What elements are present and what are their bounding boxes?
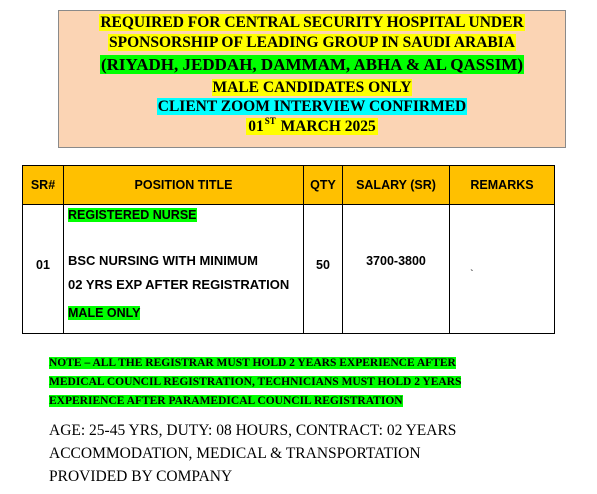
- position-note: MALE ONLY: [68, 306, 141, 320]
- registration-note: NOTE – ALL THE REGISTRAR MUST HOLD 2 YEARS EXPERIENCE AFTER MEDICAL COUNCIL REGISTRATION, TECHNICIANS MUST HOLD 2 YEARS EXPERIENCE AFTER PARAMEDICAL COUNCIL REGISTRATION: [49, 357, 462, 407]
- table-header-row: [23, 166, 555, 205]
- cell-position: [64, 205, 304, 334]
- terms-line-3: PROVIDED BY COMPANY: [49, 468, 233, 485]
- col-sr: SR#: [23, 166, 64, 205]
- header-box: [58, 10, 566, 148]
- terms-line-1: AGE: 25-45 YRS, DUTY: 08 HOURS, CONTRACT: 02 YEARS: [49, 422, 457, 439]
- cell-sr: 01: [23, 205, 64, 334]
- header-cities: (RIYADH, JEDDAH, DAMMAM, ABHA & AL QASSIM): [100, 55, 524, 74]
- cell-qty: 50: [304, 205, 343, 334]
- terms-line-2: ACCOMMODATION, MEDICAL & TRANSPORTATION: [49, 445, 421, 462]
- position-description: BSC NURSING WITH MINIMUM 02 YRS EXP AFTER REGISTRATION: [68, 253, 290, 292]
- positions-table: [22, 165, 555, 334]
- table-row: [23, 205, 555, 334]
- col-position-title: POSITION TITLE: [64, 166, 304, 205]
- header-date: 01ST MARCH 2025: [248, 116, 376, 135]
- col-remarks: REMARKS: [450, 166, 555, 205]
- cell-salary: 3700-3800: [343, 205, 450, 334]
- header-line-1: REQUIRED FOR CENTRAL SECURITY HOSPITAL UNDER: [100, 14, 524, 31]
- col-salary: SALARY (SR): [343, 166, 450, 205]
- header-line-2: SPONSORSHIP OF LEADING GROUP IN SAUDI ARABIA: [109, 34, 515, 51]
- col-qty: QTY: [304, 166, 343, 205]
- header-interview: CLIENT ZOOM INTERVIEW CONFIRMED: [157, 98, 467, 115]
- cell-remarks: ˎ: [450, 205, 555, 334]
- header-male-only: MALE CANDIDATES ONLY: [212, 79, 412, 96]
- position-title: REGISTERED NURSE: [68, 208, 197, 222]
- job-terms: [49, 419, 456, 488]
